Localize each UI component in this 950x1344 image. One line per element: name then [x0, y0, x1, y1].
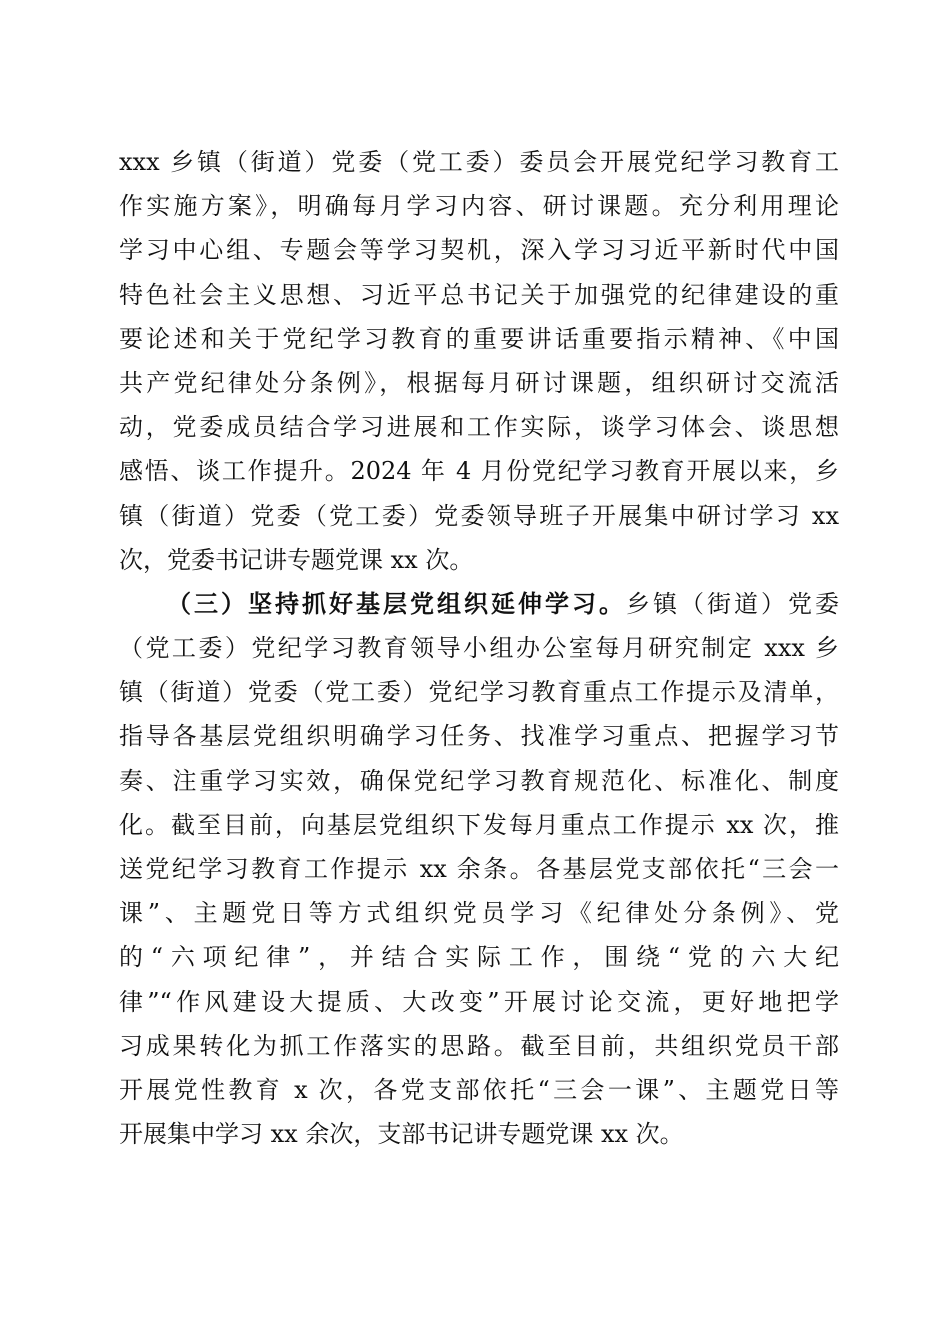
paragraph-1-line: 作实施方案》，明确每月学习内容、研讨课题。充分利用理论	[119, 192, 839, 221]
paragraph-2-first-line	[119, 582, 839, 626]
paragraph-2-line: 律”“作风建设大提质、大改变”开展讨论交流，更好地把学	[119, 987, 839, 1016]
paragraph-2-line: （党工委）党纪学习教育领导小组办公室每月研究制定 xxx 乡	[119, 634, 839, 663]
paragraph-2	[119, 582, 839, 1156]
paragraph-2-line: 奏、注重学习实效，确保党纪学习教育规范化、标准化、制度	[119, 766, 839, 795]
paragraph-1-line: 次，党委书记讲专题党课 xx 次。	[119, 545, 474, 574]
paragraph-2-line: 习成果转化为抓工作落实的思路。截至目前，共组织党员干部	[119, 1031, 839, 1060]
paragraph-1-line: 学习中心组、专题会等学习契机，深入学习习近平新时代中国	[119, 236, 839, 265]
paragraph-1	[119, 140, 839, 582]
paragraph-1-line: 感悟、谈工作提升。2024 年 4 月份党纪学习教育开展以来，乡	[119, 457, 839, 486]
paragraph-1-line: 要论述和关于党纪学习教育的重要讲话重要指示精神、《中国	[119, 324, 839, 353]
paragraph-2-line: 送党纪学习教育工作提示 xx 余条。各基层党支部依托“三会一	[119, 855, 839, 883]
paragraph-2-line: 指导各基层党组织明确学习任务、找准学习重点、把握学习节	[119, 722, 839, 751]
paragraph-1-line: 特色社会主义思想、习近平总书记关于加强党的纪律建设的重	[119, 280, 839, 309]
document-body	[119, 140, 839, 1156]
paragraph-2-line: 镇（街道）党委（党工委）党纪学习教育重点工作提示及清单，	[119, 678, 839, 707]
paragraph-1-line: 镇（街道）党委（党工委）党委领导班子开展集中研讨学习 xx	[119, 501, 839, 530]
paragraph-1-line: 动，党委成员结合学习进展和工作实际，谈学习体会、谈思想	[119, 413, 839, 442]
paragraph-2-line: 的“六项纪律”，并结合实际工作，围绕“党的六大纪	[119, 943, 839, 972]
section-heading: （三）坚持抓好基层党组织延伸学习。	[167, 588, 626, 618]
paragraph-2-line: 化。截至目前，向基层党组织下发每月重点工作提示 xx 次，推	[119, 810, 839, 839]
paragraph-1-line: xxx 乡镇（街道）党委（党工委）委员会开展党纪学习教育工	[119, 148, 839, 176]
paragraph-2-line: 开展党性教育 x 次，各党支部依托“三会一课”、主题党日等	[119, 1075, 839, 1104]
paragraph-2-line: 开展集中学习 xx 余次，支部书记讲专题党课 xx 次。	[119, 1120, 684, 1149]
section-heading-rest: 乡镇（街道）党委	[626, 589, 839, 618]
paragraph-2-line: 课”、主题党日等方式组织党员学习《纪律处分条例》、党	[119, 899, 839, 928]
paragraph-1-line: 共产党纪律处分条例》，根据每月研讨课题，组织研讨交流活	[119, 368, 839, 397]
